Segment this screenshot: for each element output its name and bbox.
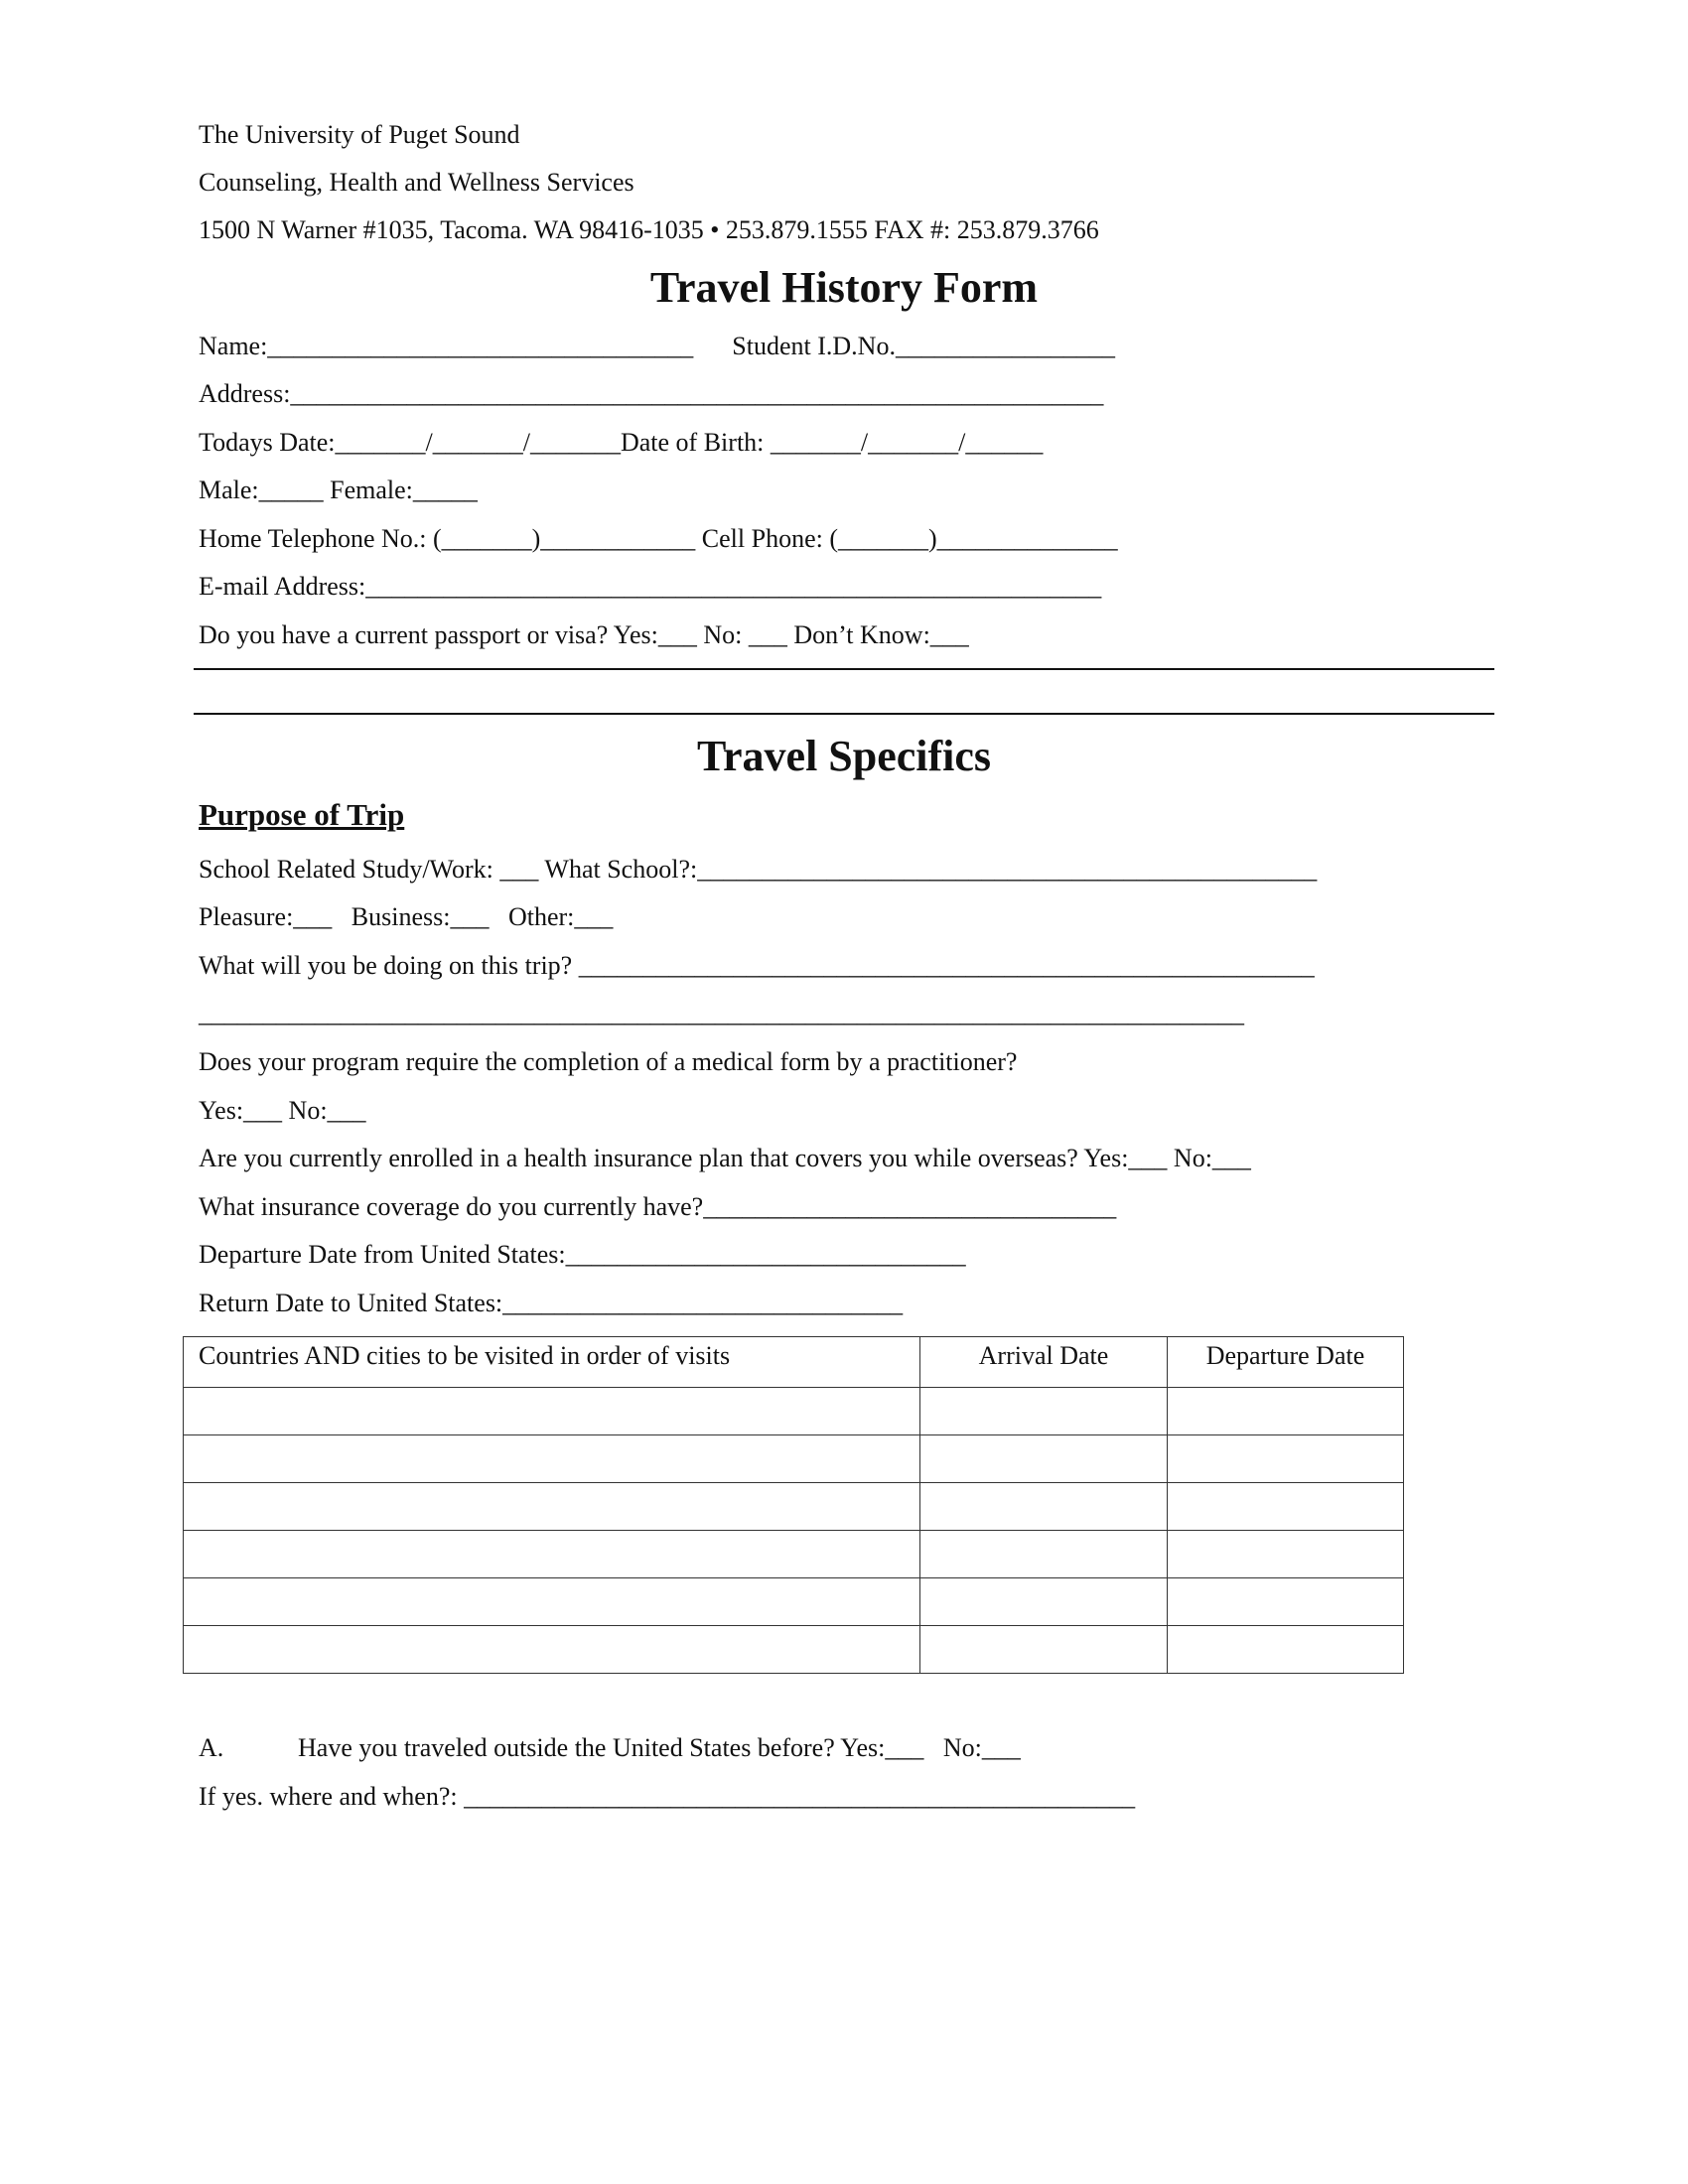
countries-cell[interactable] [184,1388,920,1435]
return-date-field[interactable]: Return Date to United States:_______________________________ [199,1289,904,1317]
table-row [184,1483,1404,1531]
table-row [184,1531,1404,1578]
departure-cell[interactable] [1168,1626,1404,1674]
divider-top [194,668,1494,670]
arrival-date-header: Arrival Date [920,1337,1168,1388]
form-title: Travel History Form [649,263,1039,312]
phone-field[interactable]: Home Telephone No.: (_______)____________ Cell Phone: (_______)______________ [199,524,1118,553]
departure-date-field[interactable]: Departure Date from United States:_______________________________ [199,1240,966,1269]
coverage-field[interactable]: What insurance coverage do you currently have?________________________________ [199,1192,1117,1221]
departure-date-header: Departure Date [1168,1337,1404,1388]
countries-cell[interactable] [184,1578,920,1626]
address-field[interactable]: Address:_______________________________________________________________ [199,379,1104,408]
table-header-row [184,1337,1404,1388]
contact-info: 1500 N Warner #1035, Tacoma. WA 98416-1035 • 253.879.1555 FAX #: 253.879.3766 [199,215,1099,244]
trip-type-field[interactable]: Pleasure:___ Business:___ Other:___ [199,902,614,931]
section-title: Travel Specifics [696,732,992,780]
department-name: Counseling, Health and Wellness Services [199,168,634,197]
table-row [184,1626,1404,1674]
question-a-label: A. [199,1733,224,1762]
activities-continuation[interactable]: _________________________________________________________________________________ [199,999,1244,1027]
departure-cell[interactable] [1168,1388,1404,1435]
departure-cell[interactable] [1168,1435,1404,1483]
passport-question[interactable]: Do you have a current passport or visa? Yes:___ No: ___ Don’t Know:___ [199,620,969,649]
countries-cell[interactable] [184,1531,920,1578]
medical-form-question: Does your program require the completion of a medical form by a practitioner? [199,1047,1018,1076]
departure-cell[interactable] [1168,1483,1404,1531]
where-when-field[interactable]: If yes. where and when?: ____________________________________________________ [199,1782,1136,1811]
countries-cell[interactable] [184,1435,920,1483]
institution-name: The University of Puget Sound [199,120,520,149]
name-field[interactable]: Name:_________________________________ Student I.D.No._________________ [199,332,1115,360]
arrival-cell[interactable] [920,1626,1168,1674]
countries-cell[interactable] [184,1626,920,1674]
visits-table [183,1336,1404,1674]
arrival-cell[interactable] [920,1435,1168,1483]
traveled-before-question[interactable]: Have you traveled outside the United States before? Yes:___ No:___ [298,1733,1021,1762]
email-field[interactable]: E-mail Address:_________________________________________________________ [199,572,1102,601]
arrival-cell[interactable] [920,1483,1168,1531]
school-field[interactable]: School Related Study/Work: ___ What School?:________________________________________________ [199,855,1318,884]
table-row [184,1578,1404,1626]
gender-field[interactable]: Male:_____ Female:_____ [199,476,478,504]
table-row [184,1388,1404,1435]
departure-cell[interactable] [1168,1578,1404,1626]
dates-field[interactable]: Todays Date:_______/_______/_______Date of Birth: _______/_______/______ [199,428,1044,457]
countries-cell[interactable] [184,1483,920,1531]
arrival-cell[interactable] [920,1388,1168,1435]
purpose-heading: Purpose of Trip [199,797,405,832]
arrival-cell[interactable] [920,1578,1168,1626]
insurance-question[interactable]: Are you currently enrolled in a health insurance plan that covers you while overseas? Yes:___ No:___ [199,1144,1251,1172]
countries-header: Countries AND cities to be visited in order of visits [184,1337,920,1388]
divider-bottom [194,713,1494,715]
departure-cell[interactable] [1168,1531,1404,1578]
arrival-cell[interactable] [920,1531,1168,1578]
activities-field[interactable]: What will you be doing on this trip? _________________________________________________________ [199,951,1315,980]
medical-form-answer[interactable]: Yes:___ No:___ [199,1096,366,1125]
table-row [184,1435,1404,1483]
